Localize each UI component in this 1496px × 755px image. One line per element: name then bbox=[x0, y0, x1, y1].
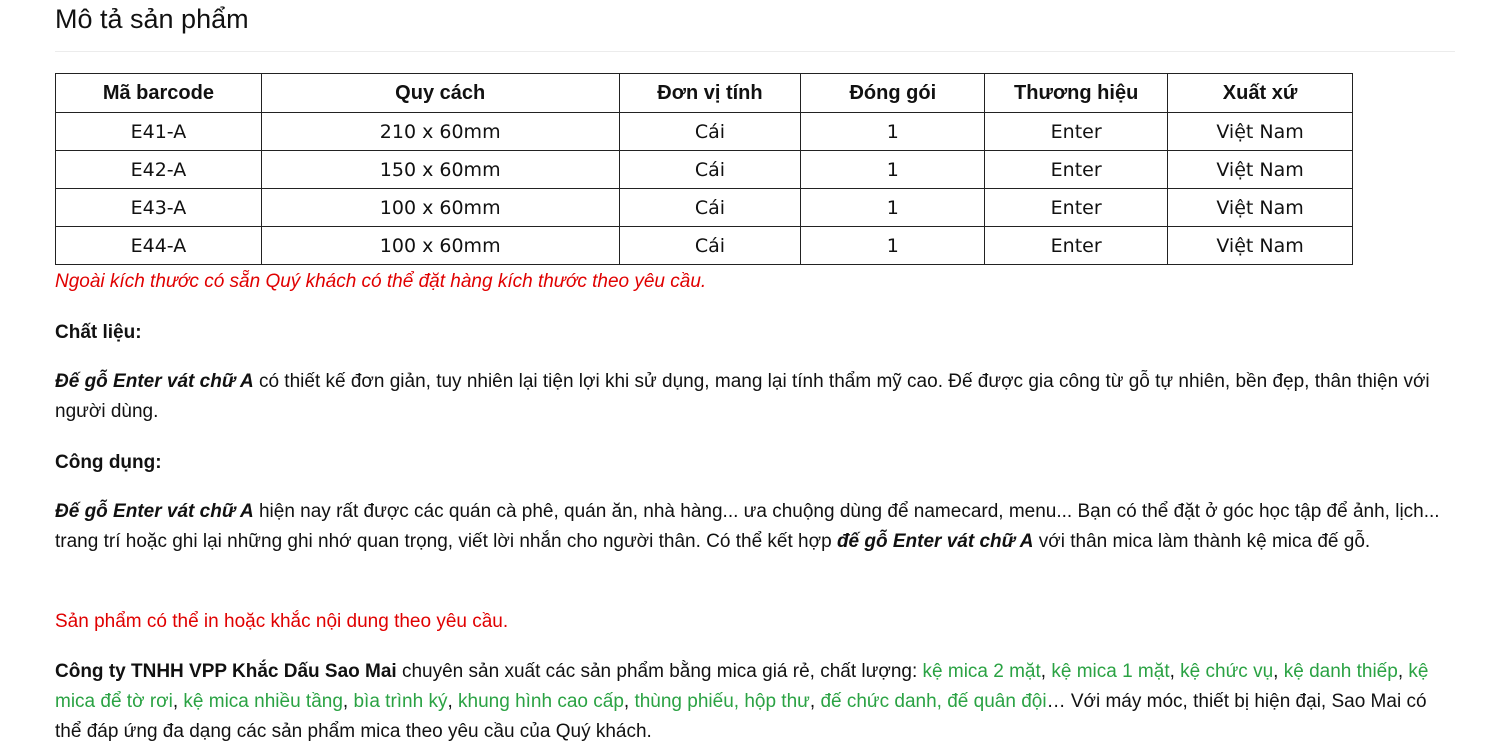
title-divider bbox=[55, 51, 1455, 52]
material-paragraph bbox=[55, 367, 1450, 427]
custom-note: Sản phẩm có thể in hoặc khắc nội dung theo yêu cầu. bbox=[55, 611, 509, 632]
cell-packing: 1 bbox=[801, 189, 985, 227]
cell-unit: Cái bbox=[619, 227, 801, 265]
cell-origin: Việt Nam bbox=[1168, 227, 1353, 265]
usage-text: hiện nay rất được các quán cà phê, quán ăn, nhà hàng... ưa chuộng dùng để namecard, menu... Bạn có thể đặt ở góc học tập để ảnh, lịch... trang trí hoặc ghi lại những ghi nhớ quan trọng, viết lời nhắn cho người thân. Có thể kết hợp bbox=[55, 501, 1440, 552]
link-bia-trinh-ky[interactable]: bìa trình ký bbox=[353, 691, 448, 712]
header-packing: Đóng gói bbox=[801, 74, 985, 113]
cell-packing: 1 bbox=[801, 227, 985, 265]
link-ke-mica-2-mat[interactable]: kệ mica 2 mặt bbox=[922, 661, 1041, 682]
usage-paragraph bbox=[55, 497, 1450, 557]
cell-origin: Việt Nam bbox=[1168, 151, 1353, 189]
link-ke-mica-1-mat[interactable]: kệ mica 1 mặt bbox=[1051, 661, 1170, 682]
link-khung-hinh-cao-cap[interactable]: khung hình cao cấp bbox=[458, 691, 624, 712]
header-barcode: Mã barcode bbox=[56, 74, 262, 113]
cell-spec: 150 x 60mm bbox=[261, 151, 619, 189]
material-text: có thiết kế đơn giản, tuy nhiên lại tiện lợi khi sử dụng, mang lại tính thẩm mỹ cao. Đế được gia công từ gỗ tự nhiên, bền đẹp, thân thiện với người dùng. bbox=[55, 371, 1430, 422]
company-intro: chuyên sản xuất các sản phẩm bằng mica giá rẻ, chất lượng: bbox=[396, 661, 923, 682]
link-ke-mica-de-to-roi[interactable]: kệ mica để tờ rơi bbox=[55, 661, 1429, 712]
link-ke-danh-thiep[interactable]: kệ danh thiếp bbox=[1283, 661, 1398, 682]
product-name: Đế gỗ Enter vát chữ A bbox=[55, 501, 254, 522]
spec-table bbox=[55, 73, 1353, 265]
material-heading: Chất liệu: bbox=[55, 322, 142, 343]
cell-brand: Enter bbox=[985, 113, 1168, 151]
company-outro: … Với máy móc, thiết bị hiện đại, Sao Mai có thể đáp ứng đa dạng các sản phẩm mica theo yêu cầu của Quý khách. bbox=[55, 691, 1427, 742]
header-spec: Quy cách bbox=[261, 74, 619, 113]
cell-spec: 100 x 60mm bbox=[261, 227, 619, 265]
link-ke-mica-nhieu-tang[interactable]: kệ mica nhiều tầng bbox=[183, 691, 343, 712]
company-paragraph: Công ty TNHH VPP Khắc Dấu Sao Mai chuyên sản xuất các sản phẩm bằng mica giá rẻ, chất lượng: kệ mica 2 mặt, kệ mica 1 mặt, kệ chức vụ, kệ danh thiếp, kệ mica để tờ rơi, kệ mica nhiều tầng, bìa trình ký, khung hình cao cấp, thùng phiếu, hộp thư, đế chức danh, đế quân đội… Với máy móc, thiết bị hiện đại, Sao Mai có thể đáp ứng đa dạng các sản phẩm mica theo yêu cầu của Quý khách. bbox=[55, 661, 1429, 742]
company-name: Công ty TNHH VPP Khắc Dấu Sao Mai bbox=[55, 661, 397, 682]
section-title: Mô tả sản phẩm bbox=[55, 4, 249, 34]
cell-origin: Việt Nam bbox=[1168, 189, 1353, 227]
size-note: Ngoài kích thước có sẵn Quý khách có thể đặt hàng kích thước theo yêu cầu. bbox=[55, 271, 707, 292]
link-thung-phieu-hop-thu[interactable]: thùng phiếu, hộp thư bbox=[634, 691, 810, 712]
product-name: đế gỗ Enter vát chữ A bbox=[836, 531, 1034, 552]
link-ke-chuc-vu[interactable]: kệ chức vụ bbox=[1180, 661, 1274, 682]
table-row bbox=[56, 227, 1353, 265]
usage-heading: Công dụng: bbox=[55, 452, 162, 473]
cell-barcode: E42-A bbox=[56, 151, 262, 189]
cell-unit: Cái bbox=[619, 113, 801, 151]
cell-barcode: E43-A bbox=[56, 189, 262, 227]
header-origin: Xuất xứ bbox=[1168, 74, 1353, 113]
header-brand: Thương hiệu bbox=[985, 74, 1168, 113]
cell-packing: 1 bbox=[801, 113, 985, 151]
usage-text-end: với thân mica làm thành kệ mica đế gỗ. bbox=[1033, 531, 1371, 552]
cell-spec: 210 x 60mm bbox=[261, 113, 619, 151]
table-row bbox=[56, 189, 1353, 227]
cell-packing: 1 bbox=[801, 151, 985, 189]
cell-unit: Cái bbox=[619, 151, 801, 189]
cell-barcode: E41-A bbox=[56, 113, 262, 151]
cell-brand: Enter bbox=[985, 189, 1168, 227]
table-row bbox=[56, 151, 1353, 189]
cell-barcode: E44-A bbox=[56, 227, 262, 265]
table-row bbox=[56, 113, 1353, 151]
cell-unit: Cái bbox=[619, 189, 801, 227]
header-unit: Đơn vị tính bbox=[619, 74, 801, 113]
product-name: Đế gỗ Enter vát chữ A bbox=[55, 371, 254, 392]
cell-brand: Enter bbox=[985, 151, 1168, 189]
cell-spec: 100 x 60mm bbox=[261, 189, 619, 227]
cell-brand: Enter bbox=[985, 227, 1168, 265]
link-de-chuc-danh[interactable]: đế chức danh, đế quân đội bbox=[820, 691, 1047, 712]
table-header-row bbox=[56, 74, 1353, 113]
cell-origin: Việt Nam bbox=[1168, 113, 1353, 151]
